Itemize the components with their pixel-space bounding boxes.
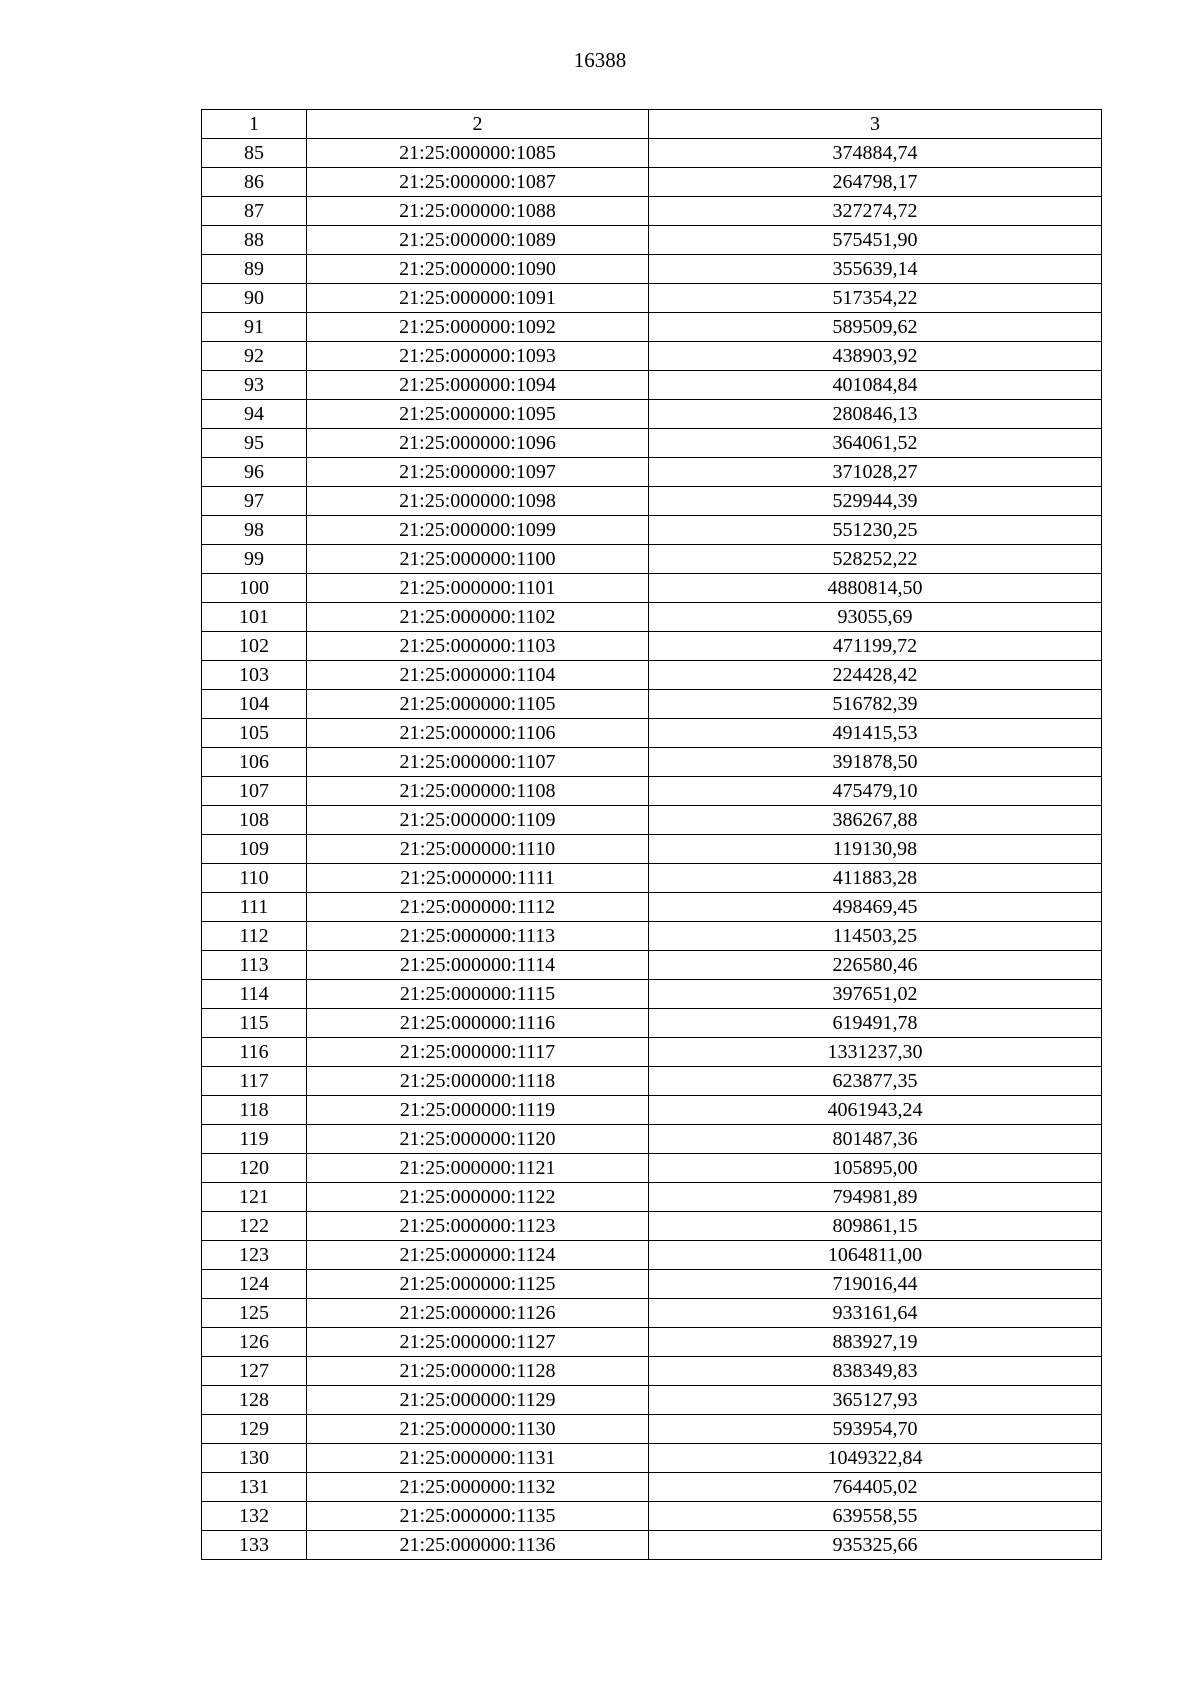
- table-row: [202, 980, 1102, 1009]
- value-cell: 801487,36: [649, 1125, 1102, 1154]
- cadastral-number-cell: 21:25:000000:1087: [307, 168, 649, 197]
- cadastral-number-cell: 21:25:000000:1136: [307, 1531, 649, 1560]
- table-row: [202, 777, 1102, 806]
- row-number-cell: 126: [202, 1328, 307, 1357]
- table-row: [202, 1067, 1102, 1096]
- table-row: [202, 1357, 1102, 1386]
- row-number-cell: 87: [202, 197, 307, 226]
- table-row: [202, 168, 1102, 197]
- cadastral-number-cell: 21:25:000000:1120: [307, 1125, 649, 1154]
- table-row: [202, 922, 1102, 951]
- cadastral-number-cell: 21:25:000000:1089: [307, 226, 649, 255]
- value-cell: 438903,92: [649, 342, 1102, 371]
- row-number-cell: 130: [202, 1444, 307, 1473]
- cadastral-number-cell: 21:25:000000:1092: [307, 313, 649, 342]
- table-row: [202, 1299, 1102, 1328]
- cadastral-number-cell: 21:25:000000:1109: [307, 806, 649, 835]
- cadastral-number-cell: 21:25:000000:1114: [307, 951, 649, 980]
- table-row: [202, 1444, 1102, 1473]
- table-row: [202, 487, 1102, 516]
- value-cell: 114503,25: [649, 922, 1102, 951]
- value-cell: 809861,15: [649, 1212, 1102, 1241]
- table-header: [202, 110, 1102, 139]
- row-number-cell: 91: [202, 313, 307, 342]
- cadastral-number-cell: 21:25:000000:1130: [307, 1415, 649, 1444]
- cadastral-number-cell: 21:25:000000:1123: [307, 1212, 649, 1241]
- row-number-cell: 101: [202, 603, 307, 632]
- row-number-cell: 94: [202, 400, 307, 429]
- value-cell: 764405,02: [649, 1473, 1102, 1502]
- cadastral-number-cell: 21:25:000000:1090: [307, 255, 649, 284]
- value-cell: 623877,35: [649, 1067, 1102, 1096]
- row-number-cell: 125: [202, 1299, 307, 1328]
- row-number-cell: 111: [202, 893, 307, 922]
- table-row: [202, 690, 1102, 719]
- value-cell: 491415,53: [649, 719, 1102, 748]
- cadastral-number-cell: 21:25:000000:1132: [307, 1473, 649, 1502]
- table-row: [202, 632, 1102, 661]
- page-number: 16388: [573, 48, 627, 72]
- table-row: [202, 255, 1102, 284]
- value-cell: 838349,83: [649, 1357, 1102, 1386]
- table-row: [202, 574, 1102, 603]
- column-header-1: 1: [202, 110, 307, 139]
- value-cell: 516782,39: [649, 690, 1102, 719]
- cadastral-number-cell: 21:25:000000:1121: [307, 1154, 649, 1183]
- row-number-cell: 103: [202, 661, 307, 690]
- table-row: [202, 197, 1102, 226]
- cadastral-number-cell: 21:25:000000:1128: [307, 1357, 649, 1386]
- cadastral-number-cell: 21:25:000000:1111: [307, 864, 649, 893]
- cadastral-number-cell: 21:25:000000:1131: [307, 1444, 649, 1473]
- value-cell: 280846,13: [649, 400, 1102, 429]
- cadastral-number-cell: 21:25:000000:1124: [307, 1241, 649, 1270]
- cadastral-number-cell: 21:25:000000:1119: [307, 1096, 649, 1125]
- value-cell: 4061943,24: [649, 1096, 1102, 1125]
- row-number-cell: 132: [202, 1502, 307, 1531]
- row-number-cell: 113: [202, 951, 307, 980]
- value-cell: 119130,98: [649, 835, 1102, 864]
- cadastral-number-cell: 21:25:000000:1094: [307, 371, 649, 400]
- table-row: [202, 661, 1102, 690]
- cadastral-number-cell: 21:25:000000:1105: [307, 690, 649, 719]
- cadastral-number-cell: 21:25:000000:1122: [307, 1183, 649, 1212]
- value-cell: 364061,52: [649, 429, 1102, 458]
- row-number-cell: 107: [202, 777, 307, 806]
- row-number-cell: 122: [202, 1212, 307, 1241]
- table-row: [202, 458, 1102, 487]
- row-number-cell: 104: [202, 690, 307, 719]
- value-cell: 391878,50: [649, 748, 1102, 777]
- table-row: [202, 400, 1102, 429]
- cadastral-number-cell: 21:25:000000:1100: [307, 545, 649, 574]
- value-cell: 371028,27: [649, 458, 1102, 487]
- value-cell: 719016,44: [649, 1270, 1102, 1299]
- cadastral-number-cell: 21:25:000000:1108: [307, 777, 649, 806]
- cadastral-number-cell: 21:25:000000:1115: [307, 980, 649, 1009]
- row-number-cell: 105: [202, 719, 307, 748]
- cadastral-number-cell: 21:25:000000:1126: [307, 1299, 649, 1328]
- cadastral-number-cell: 21:25:000000:1106: [307, 719, 649, 748]
- table-row: [202, 139, 1102, 168]
- row-number-cell: 129: [202, 1415, 307, 1444]
- table-row: [202, 226, 1102, 255]
- table-row: [202, 835, 1102, 864]
- row-number-cell: 128: [202, 1386, 307, 1415]
- value-cell: 93055,69: [649, 603, 1102, 632]
- row-number-cell: 93: [202, 371, 307, 400]
- value-cell: 1049322,84: [649, 1444, 1102, 1473]
- row-number-cell: 96: [202, 458, 307, 487]
- row-number-cell: 120: [202, 1154, 307, 1183]
- row-number-cell: 102: [202, 632, 307, 661]
- value-cell: 517354,22: [649, 284, 1102, 313]
- cadastral-number-cell: 21:25:000000:1101: [307, 574, 649, 603]
- table-row: [202, 371, 1102, 400]
- value-cell: 933161,64: [649, 1299, 1102, 1328]
- cadastral-number-cell: 21:25:000000:1095: [307, 400, 649, 429]
- table-row: [202, 284, 1102, 313]
- cadastral-number-cell: 21:25:000000:1104: [307, 661, 649, 690]
- table-row: [202, 1009, 1102, 1038]
- value-cell: 551230,25: [649, 516, 1102, 545]
- table-row: [202, 1473, 1102, 1502]
- value-cell: 327274,72: [649, 197, 1102, 226]
- cadastral-number-cell: 21:25:000000:1097: [307, 458, 649, 487]
- value-cell: 883927,19: [649, 1328, 1102, 1357]
- row-number-cell: 99: [202, 545, 307, 574]
- cadastral-number-cell: 21:25:000000:1099: [307, 516, 649, 545]
- table-row: [202, 516, 1102, 545]
- value-cell: 374884,74: [649, 139, 1102, 168]
- value-cell: 575451,90: [649, 226, 1102, 255]
- cadastral-number-cell: 21:25:000000:1117: [307, 1038, 649, 1067]
- row-number-cell: 85: [202, 139, 307, 168]
- row-number-cell: 115: [202, 1009, 307, 1038]
- table-row: [202, 1386, 1102, 1415]
- value-cell: 529944,39: [649, 487, 1102, 516]
- row-number-cell: 89: [202, 255, 307, 284]
- cadastral-number-cell: 21:25:000000:1118: [307, 1067, 649, 1096]
- cadastral-number-cell: 21:25:000000:1098: [307, 487, 649, 516]
- table-row: [202, 951, 1102, 980]
- cadastral-number-cell: 21:25:000000:1116: [307, 1009, 649, 1038]
- value-cell: 589509,62: [649, 313, 1102, 342]
- row-number-cell: 97: [202, 487, 307, 516]
- row-number-cell: 124: [202, 1270, 307, 1299]
- value-cell: 1331237,30: [649, 1038, 1102, 1067]
- table-row: [202, 1038, 1102, 1067]
- value-cell: 619491,78: [649, 1009, 1102, 1038]
- value-cell: 639558,55: [649, 1502, 1102, 1531]
- table-row: [202, 313, 1102, 342]
- value-cell: 475479,10: [649, 777, 1102, 806]
- table-body: [202, 139, 1102, 1560]
- row-number-cell: 88: [202, 226, 307, 255]
- table-row: [202, 1415, 1102, 1444]
- table-row: [202, 342, 1102, 371]
- table-row: [202, 1183, 1102, 1212]
- header-row: [202, 110, 1102, 139]
- cadastral-number-cell: 21:25:000000:1103: [307, 632, 649, 661]
- value-cell: 794981,89: [649, 1183, 1102, 1212]
- table-row: [202, 1270, 1102, 1299]
- row-number-cell: 92: [202, 342, 307, 371]
- table-row: [202, 864, 1102, 893]
- cadastral-number-cell: 21:25:000000:1112: [307, 893, 649, 922]
- table-row: [202, 1212, 1102, 1241]
- cadastral-number-cell: 21:25:000000:1085: [307, 139, 649, 168]
- table-row: [202, 1531, 1102, 1560]
- row-number-cell: 121: [202, 1183, 307, 1212]
- row-number-cell: 112: [202, 922, 307, 951]
- cadastral-number-cell: 21:25:000000:1135: [307, 1502, 649, 1531]
- row-number-cell: 86: [202, 168, 307, 197]
- cadastral-number-cell: 21:25:000000:1088: [307, 197, 649, 226]
- value-cell: 224428,42: [649, 661, 1102, 690]
- row-number-cell: 119: [202, 1125, 307, 1154]
- value-cell: 397651,02: [649, 980, 1102, 1009]
- row-number-cell: 116: [202, 1038, 307, 1067]
- row-number-cell: 106: [202, 748, 307, 777]
- value-cell: 264798,17: [649, 168, 1102, 197]
- value-cell: 528252,22: [649, 545, 1102, 574]
- cadastral-number-cell: 21:25:000000:1096: [307, 429, 649, 458]
- cadastral-number-cell: 21:25:000000:1129: [307, 1386, 649, 1415]
- cadastral-number-cell: 21:25:000000:1127: [307, 1328, 649, 1357]
- table-row: [202, 1502, 1102, 1531]
- cadastral-number-cell: 21:25:000000:1091: [307, 284, 649, 313]
- value-cell: 355639,14: [649, 255, 1102, 284]
- row-number-cell: 98: [202, 516, 307, 545]
- value-cell: 411883,28: [649, 864, 1102, 893]
- value-cell: 386267,88: [649, 806, 1102, 835]
- value-cell: 593954,70: [649, 1415, 1102, 1444]
- row-number-cell: 109: [202, 835, 307, 864]
- table-row: [202, 429, 1102, 458]
- table-row: [202, 748, 1102, 777]
- cadastral-number-cell: 21:25:000000:1110: [307, 835, 649, 864]
- row-number-cell: 117: [202, 1067, 307, 1096]
- value-cell: 226580,46: [649, 951, 1102, 980]
- value-cell: 1064811,00: [649, 1241, 1102, 1270]
- row-number-cell: 123: [202, 1241, 307, 1270]
- data-table: [201, 109, 1102, 1560]
- value-cell: 4880814,50: [649, 574, 1102, 603]
- value-cell: 471199,72: [649, 632, 1102, 661]
- cadastral-number-cell: 21:25:000000:1093: [307, 342, 649, 371]
- cadastral-number-cell: 21:25:000000:1125: [307, 1270, 649, 1299]
- row-number-cell: 131: [202, 1473, 307, 1502]
- column-header-2: 2: [307, 110, 649, 139]
- cadastral-number-cell: 21:25:000000:1107: [307, 748, 649, 777]
- table-row: [202, 1328, 1102, 1357]
- table-row: [202, 603, 1102, 632]
- table-row: [202, 1125, 1102, 1154]
- value-cell: 365127,93: [649, 1386, 1102, 1415]
- value-cell: 498469,45: [649, 893, 1102, 922]
- row-number-cell: 95: [202, 429, 307, 458]
- table-row: [202, 1096, 1102, 1125]
- table-row: [202, 806, 1102, 835]
- table-row: [202, 1241, 1102, 1270]
- row-number-cell: 133: [202, 1531, 307, 1560]
- row-number-cell: 100: [202, 574, 307, 603]
- table-row: [202, 719, 1102, 748]
- table-row: [202, 893, 1102, 922]
- row-number-cell: 108: [202, 806, 307, 835]
- row-number-cell: 118: [202, 1096, 307, 1125]
- table-row: [202, 545, 1102, 574]
- cadastral-number-cell: 21:25:000000:1113: [307, 922, 649, 951]
- row-number-cell: 90: [202, 284, 307, 313]
- table-row: [202, 1154, 1102, 1183]
- column-header-3: 3: [649, 110, 1102, 139]
- value-cell: 105895,00: [649, 1154, 1102, 1183]
- row-number-cell: 110: [202, 864, 307, 893]
- row-number-cell: 127: [202, 1357, 307, 1386]
- row-number-cell: 114: [202, 980, 307, 1009]
- cadastral-number-cell: 21:25:000000:1102: [307, 603, 649, 632]
- value-cell: 401084,84: [649, 371, 1102, 400]
- value-cell: 935325,66: [649, 1531, 1102, 1560]
